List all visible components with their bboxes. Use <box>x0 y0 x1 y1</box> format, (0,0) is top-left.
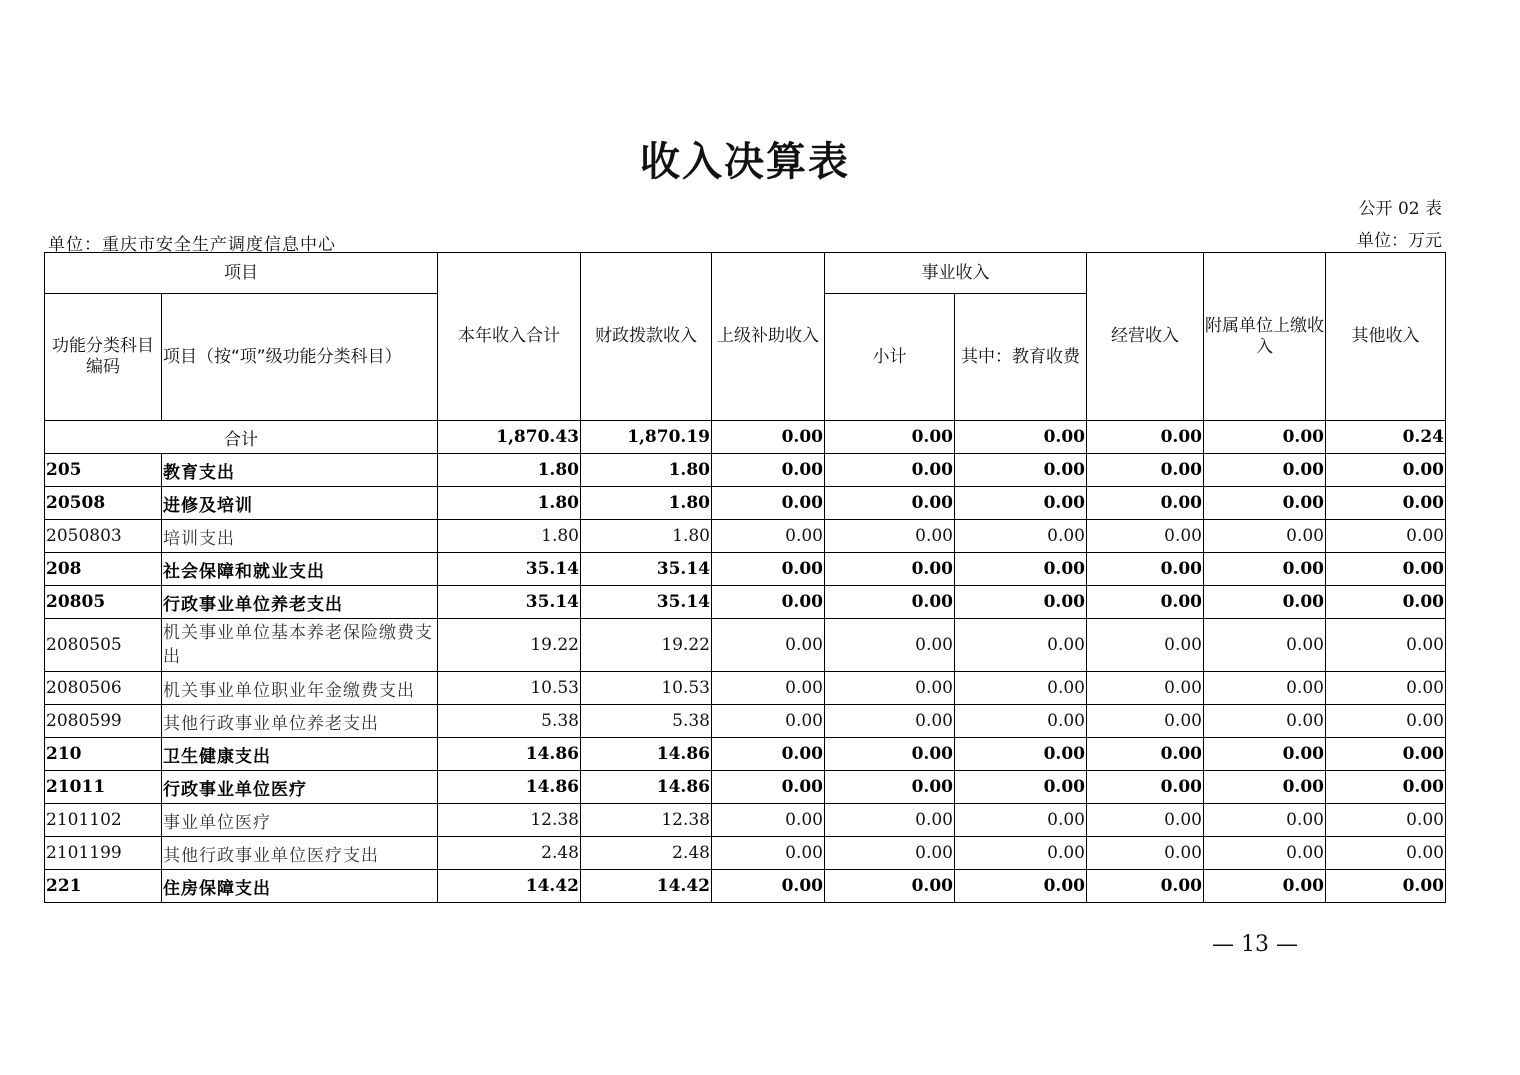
table-row <box>45 804 1446 837</box>
header-education: 其中：教育收费 <box>955 294 1087 421</box>
row-value: 10.53 <box>581 672 712 705</box>
row-value: 1.80 <box>438 454 581 487</box>
unit-name: 单位：重庆市安全生产调度信息中心 <box>48 235 336 255</box>
row-value: 2.48 <box>581 837 712 870</box>
row-value: 0.00 <box>1087 520 1204 553</box>
row-value: 0.00 <box>712 586 825 619</box>
row-value: 35.14 <box>438 553 581 586</box>
row-value: 0.00 <box>712 870 825 903</box>
row-code: 2080506 <box>45 672 162 705</box>
row-value: 0.00 <box>712 705 825 738</box>
row-value: 5.38 <box>581 705 712 738</box>
row-value: 0.00 <box>1326 672 1446 705</box>
row-value: 14.42 <box>438 870 581 903</box>
total-value: 0.00 <box>955 421 1087 454</box>
row-value: 0.00 <box>955 804 1087 837</box>
row-value: 0.00 <box>1087 870 1204 903</box>
row-name: 教育支出 <box>162 454 438 487</box>
total-value: 1,870.19 <box>581 421 712 454</box>
row-value: 0.00 <box>955 738 1087 771</box>
currency-unit: 单位：万元 <box>1357 231 1442 251</box>
row-value: 14.86 <box>581 771 712 804</box>
row-value: 0.00 <box>712 771 825 804</box>
total-value: 0.00 <box>712 421 825 454</box>
total-value: 0.24 <box>1326 421 1446 454</box>
row-code: 205 <box>45 454 162 487</box>
table-row <box>45 586 1446 619</box>
row-value: 0.00 <box>825 619 955 672</box>
row-value: 19.22 <box>581 619 712 672</box>
row-value: 0.00 <box>825 672 955 705</box>
row-code: 2101102 <box>45 804 162 837</box>
row-code: 21011 <box>45 771 162 804</box>
row-value: 0.00 <box>825 738 955 771</box>
row-value: 1.80 <box>438 520 581 553</box>
row-value: 0.00 <box>955 771 1087 804</box>
row-value: 0.00 <box>1326 553 1446 586</box>
row-value: 0.00 <box>712 553 825 586</box>
header-operating: 经营收入 <box>1087 253 1204 421</box>
row-value: 1.80 <box>438 487 581 520</box>
row-value: 0.00 <box>1326 619 1446 672</box>
header-superior: 上级补助收入 <box>712 253 825 421</box>
header-total: 本年收入合计 <box>438 253 581 421</box>
row-value: 0.00 <box>1326 771 1446 804</box>
row-value: 35.14 <box>581 553 712 586</box>
table-row <box>45 870 1446 903</box>
row-value: 0.00 <box>825 586 955 619</box>
row-value: 0.00 <box>1326 487 1446 520</box>
row-value: 0.00 <box>1204 738 1326 771</box>
row-value: 0.00 <box>1204 586 1326 619</box>
row-value: 0.00 <box>1087 619 1204 672</box>
row-value: 0.00 <box>825 837 955 870</box>
total-value: 0.00 <box>1204 421 1326 454</box>
row-value: 0.00 <box>1087 771 1204 804</box>
row-value: 0.00 <box>825 705 955 738</box>
row-value: 1.80 <box>581 487 712 520</box>
row-value: 0.00 <box>1204 804 1326 837</box>
row-value: 14.42 <box>581 870 712 903</box>
row-value: 0.00 <box>955 487 1087 520</box>
row-value: 0.00 <box>1204 520 1326 553</box>
row-code: 221 <box>45 870 162 903</box>
row-value: 14.86 <box>438 771 581 804</box>
table-row <box>45 520 1446 553</box>
table-row <box>45 771 1446 804</box>
row-code: 210 <box>45 738 162 771</box>
row-name: 机关事业单位职业年金缴费支出 <box>162 672 438 705</box>
row-code: 208 <box>45 553 162 586</box>
header-fiscal: 财政拨款收入 <box>581 253 712 421</box>
row-value: 0.00 <box>712 738 825 771</box>
row-value: 12.38 <box>438 804 581 837</box>
row-value: 0.00 <box>1204 837 1326 870</box>
row-name: 其他行政事业单位养老支出 <box>162 705 438 738</box>
row-code: 2101199 <box>45 837 162 870</box>
table-row <box>45 553 1446 586</box>
row-value: 0.00 <box>955 672 1087 705</box>
row-value: 0.00 <box>1204 870 1326 903</box>
row-value: 0.00 <box>712 672 825 705</box>
table-row <box>45 837 1446 870</box>
row-code: 2080505 <box>45 619 162 672</box>
row-value: 0.00 <box>825 520 955 553</box>
income-final-accounts-table <box>44 252 1446 903</box>
row-code: 20805 <box>45 586 162 619</box>
row-value: 0.00 <box>1326 837 1446 870</box>
row-value: 0.00 <box>1204 672 1326 705</box>
header-business: 事业收入 <box>825 253 1087 294</box>
total-label: 合计 <box>45 421 438 454</box>
row-value: 0.00 <box>1326 454 1446 487</box>
row-value: 0.00 <box>1204 553 1326 586</box>
header-name: 项目（按“项”级功能分类科目） <box>162 294 438 421</box>
row-value: 0.00 <box>955 870 1087 903</box>
row-value: 0.00 <box>825 771 955 804</box>
row-value: 0.00 <box>1326 738 1446 771</box>
row-value: 0.00 <box>1087 553 1204 586</box>
row-value: 0.00 <box>712 454 825 487</box>
row-value: 0.00 <box>712 837 825 870</box>
table-row <box>45 672 1446 705</box>
row-name: 其他行政事业单位医疗支出 <box>162 837 438 870</box>
row-value: 0.00 <box>825 487 955 520</box>
row-value: 0.00 <box>955 553 1087 586</box>
table-row <box>45 619 1446 672</box>
row-code: 20508 <box>45 487 162 520</box>
row-value: 0.00 <box>955 837 1087 870</box>
row-value: 0.00 <box>1087 804 1204 837</box>
row-value: 1.80 <box>581 454 712 487</box>
row-value: 0.00 <box>1087 487 1204 520</box>
row-name: 社会保障和就业支出 <box>162 553 438 586</box>
total-value: 0.00 <box>825 421 955 454</box>
row-value: 0.00 <box>1204 705 1326 738</box>
header-project: 项目 <box>45 253 438 294</box>
table-row <box>45 487 1446 520</box>
row-value: 35.14 <box>581 586 712 619</box>
row-value: 0.00 <box>1087 454 1204 487</box>
row-value: 0.00 <box>825 804 955 837</box>
row-value: 0.00 <box>1087 738 1204 771</box>
row-value: 0.00 <box>955 619 1087 672</box>
row-value: 0.00 <box>825 553 955 586</box>
row-value: 0.00 <box>1326 586 1446 619</box>
row-code: 2050803 <box>45 520 162 553</box>
row-value: 0.00 <box>1087 837 1204 870</box>
table-row <box>45 738 1446 771</box>
row-name: 行政事业单位医疗 <box>162 771 438 804</box>
row-value: 0.00 <box>955 454 1087 487</box>
row-value: 35.14 <box>438 586 581 619</box>
row-name: 住房保障支出 <box>162 870 438 903</box>
row-value: 5.38 <box>438 705 581 738</box>
row-value: 0.00 <box>712 487 825 520</box>
row-value: 14.86 <box>438 738 581 771</box>
row-name: 事业单位医疗 <box>162 804 438 837</box>
header-subtotal: 小计 <box>825 294 955 421</box>
row-value: 0.00 <box>712 619 825 672</box>
header-code: 功能分类科目编码 <box>45 294 162 421</box>
total-row <box>45 421 1446 454</box>
row-value: 1.80 <box>581 520 712 553</box>
row-value: 19.22 <box>438 619 581 672</box>
row-name: 机关事业单位基本养老保险缴费支出 <box>162 619 438 672</box>
total-value: 1,870.43 <box>438 421 581 454</box>
header-affiliated: 附属单位上缴收入 <box>1204 253 1326 421</box>
row-name: 卫生健康支出 <box>162 738 438 771</box>
row-value: 14.86 <box>581 738 712 771</box>
form-number: 公开 02 表 <box>1358 199 1442 219</box>
row-value: 0.00 <box>1204 771 1326 804</box>
row-value: 12.38 <box>581 804 712 837</box>
header-other: 其他收入 <box>1326 253 1446 421</box>
row-value: 0.00 <box>1087 586 1204 619</box>
table-row <box>45 454 1446 487</box>
row-value: 0.00 <box>825 454 955 487</box>
row-name: 培训支出 <box>162 520 438 553</box>
row-value: 0.00 <box>1326 804 1446 837</box>
row-value: 0.00 <box>825 870 955 903</box>
row-value: 2.48 <box>438 837 581 870</box>
row-value: 0.00 <box>1087 705 1204 738</box>
row-code: 2080599 <box>45 705 162 738</box>
page-number: — 13 — <box>1212 932 1298 957</box>
row-value: 0.00 <box>1326 870 1446 903</box>
row-value: 0.00 <box>1204 619 1326 672</box>
row-value: 0.00 <box>955 520 1087 553</box>
row-value: 0.00 <box>1204 487 1326 520</box>
row-value: 0.00 <box>1087 672 1204 705</box>
row-value: 0.00 <box>955 705 1087 738</box>
row-value: 0.00 <box>712 804 825 837</box>
row-value: 0.00 <box>955 586 1087 619</box>
row-value: 10.53 <box>438 672 581 705</box>
row-value: 0.00 <box>1326 705 1446 738</box>
table-row <box>45 705 1446 738</box>
row-value: 0.00 <box>1326 520 1446 553</box>
row-name: 行政事业单位养老支出 <box>162 586 438 619</box>
row-value: 0.00 <box>1204 454 1326 487</box>
total-value: 0.00 <box>1087 421 1204 454</box>
page-title: 收入决算表 <box>640 138 850 185</box>
row-value: 0.00 <box>712 520 825 553</box>
row-name: 进修及培训 <box>162 487 438 520</box>
